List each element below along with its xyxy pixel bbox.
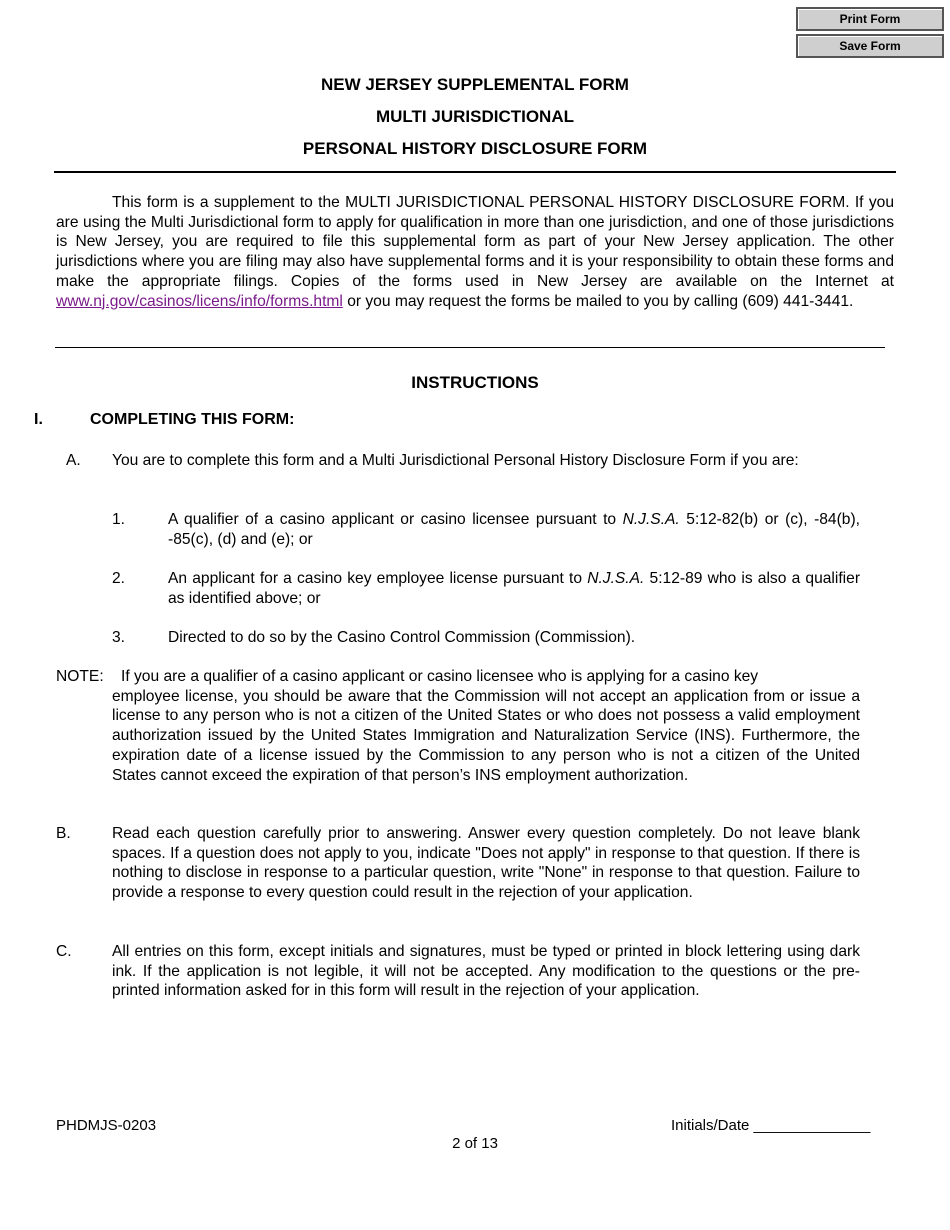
subitem-1-text: A qualifier of a casino applicant or casino licensee pursuant to N.J.S.A. 5:12-82(b) or (c), -84(b), -85(c), (d) and (e); or — [168, 511, 860, 548]
subitem-1-label: 1. — [112, 511, 126, 528]
intro-divider — [55, 347, 885, 348]
item-a-label: A. — [66, 452, 81, 469]
note-first-line: If you are a qualifier of a casino applicant or casino licensee who is applying for a casino key — [121, 668, 759, 685]
statute-cite: N.J.S.A. — [622, 511, 680, 528]
item-b-label: B. — [56, 825, 71, 842]
intro-text-end: or you may request the forms be mailed to you by calling (609) 441-3441. — [342, 292, 854, 310]
note-label: NOTE: — [56, 668, 104, 685]
section-title: COMPLETING THIS FORM: — [90, 411, 295, 428]
subitem-2-label: 2. — [112, 570, 126, 587]
item-c-label: C. — [56, 943, 72, 960]
instructions-heading: INSTRUCTIONS — [411, 373, 539, 392]
form-title-line-3: PERSONAL HISTORY DISCLOSURE FORM — [302, 139, 648, 158]
subitem-3-label: 3. — [112, 629, 126, 646]
item-b-text: Read each question carefully prior to answering. Answer every question completely. Do not leave blank spaces. If a question does not apply to you, indicate "Does not apply" in response to that question. If there is nothing to disclose in response to a particular question, write "None" in response to that question. Failure to provide a response to every question could result in the rejection of your application. — [112, 825, 860, 902]
subitem-2-text: An applicant for a casino key employee license pursuant to N.J.S.A. 5:12-89 who is also a qualifier as identified above; or — [168, 570, 861, 607]
form-code: PHDMJS-0203 — [56, 1117, 157, 1134]
form-title-line-1: NEW JERSEY SUPPLEMENTAL FORM — [321, 75, 629, 94]
statute-cite: N.J.S.A. — [587, 570, 645, 587]
form-title-line-2: MULTI JURISDICTIONAL — [375, 107, 574, 126]
item-a-text: You are to complete this form and a Multi Jurisdictional Personal History Disclosure Form if you are: — [112, 452, 799, 469]
note-text: employee license, you should be aware that the Commission will not accept an application from or issue a license to any person who is not a citizen of the United States or who does not possess a valid employment authorization issued by the United States Immigration and Naturalization Service (INS). Furthermore, the expiration date of a license issued by the Commission to any person who is not a citizen of the United States cannot exceed the expiration of that person’s INS employment authorization. — [112, 687, 860, 784]
page-number: 2 of 13 — [452, 1135, 498, 1152]
item-c-text: All entries on this form, except initials and signatures, must be typed or printed in block lettering using dark ink. If the application is not legible, it will not be accepted. Any modification to the questions or the pre-printed information asked for in this form will result in the rejection of your application. — [112, 943, 860, 1000]
title-divider — [54, 171, 896, 173]
forms-link[interactable]: www.nj.gov/casinos/licens/info/forms.html — [56, 292, 343, 310]
print-form-button[interactable]: Print Form — [796, 7, 944, 31]
subitem-3-text: Directed to do so by the Casino Control Commission (Commission). — [168, 629, 636, 646]
intro-paragraph — [56, 193, 894, 311]
initials-date-field: Initials/Date ______________ — [671, 1117, 871, 1134]
intro-text: This form is a supplement to the MULTI JURISDICTIONAL PERSONAL HISTORY DISCLOSURE FORM. If you are using the Multi Jurisdictional form to apply for qualification in more than one jurisdiction, and one of those jurisdictions is New Jersey, you are required to file this supplemental form as part of your New Jersey application. The other jurisdictions where you are filing may also have supplemental forms and it is your responsibility to obtain these forms and make the appropriate filings. Copies of the forms used in New Jersey are available on the Internet at — [56, 194, 894, 290]
section-number: I. — [34, 411, 43, 428]
save-form-button[interactable]: Save Form — [796, 34, 944, 58]
